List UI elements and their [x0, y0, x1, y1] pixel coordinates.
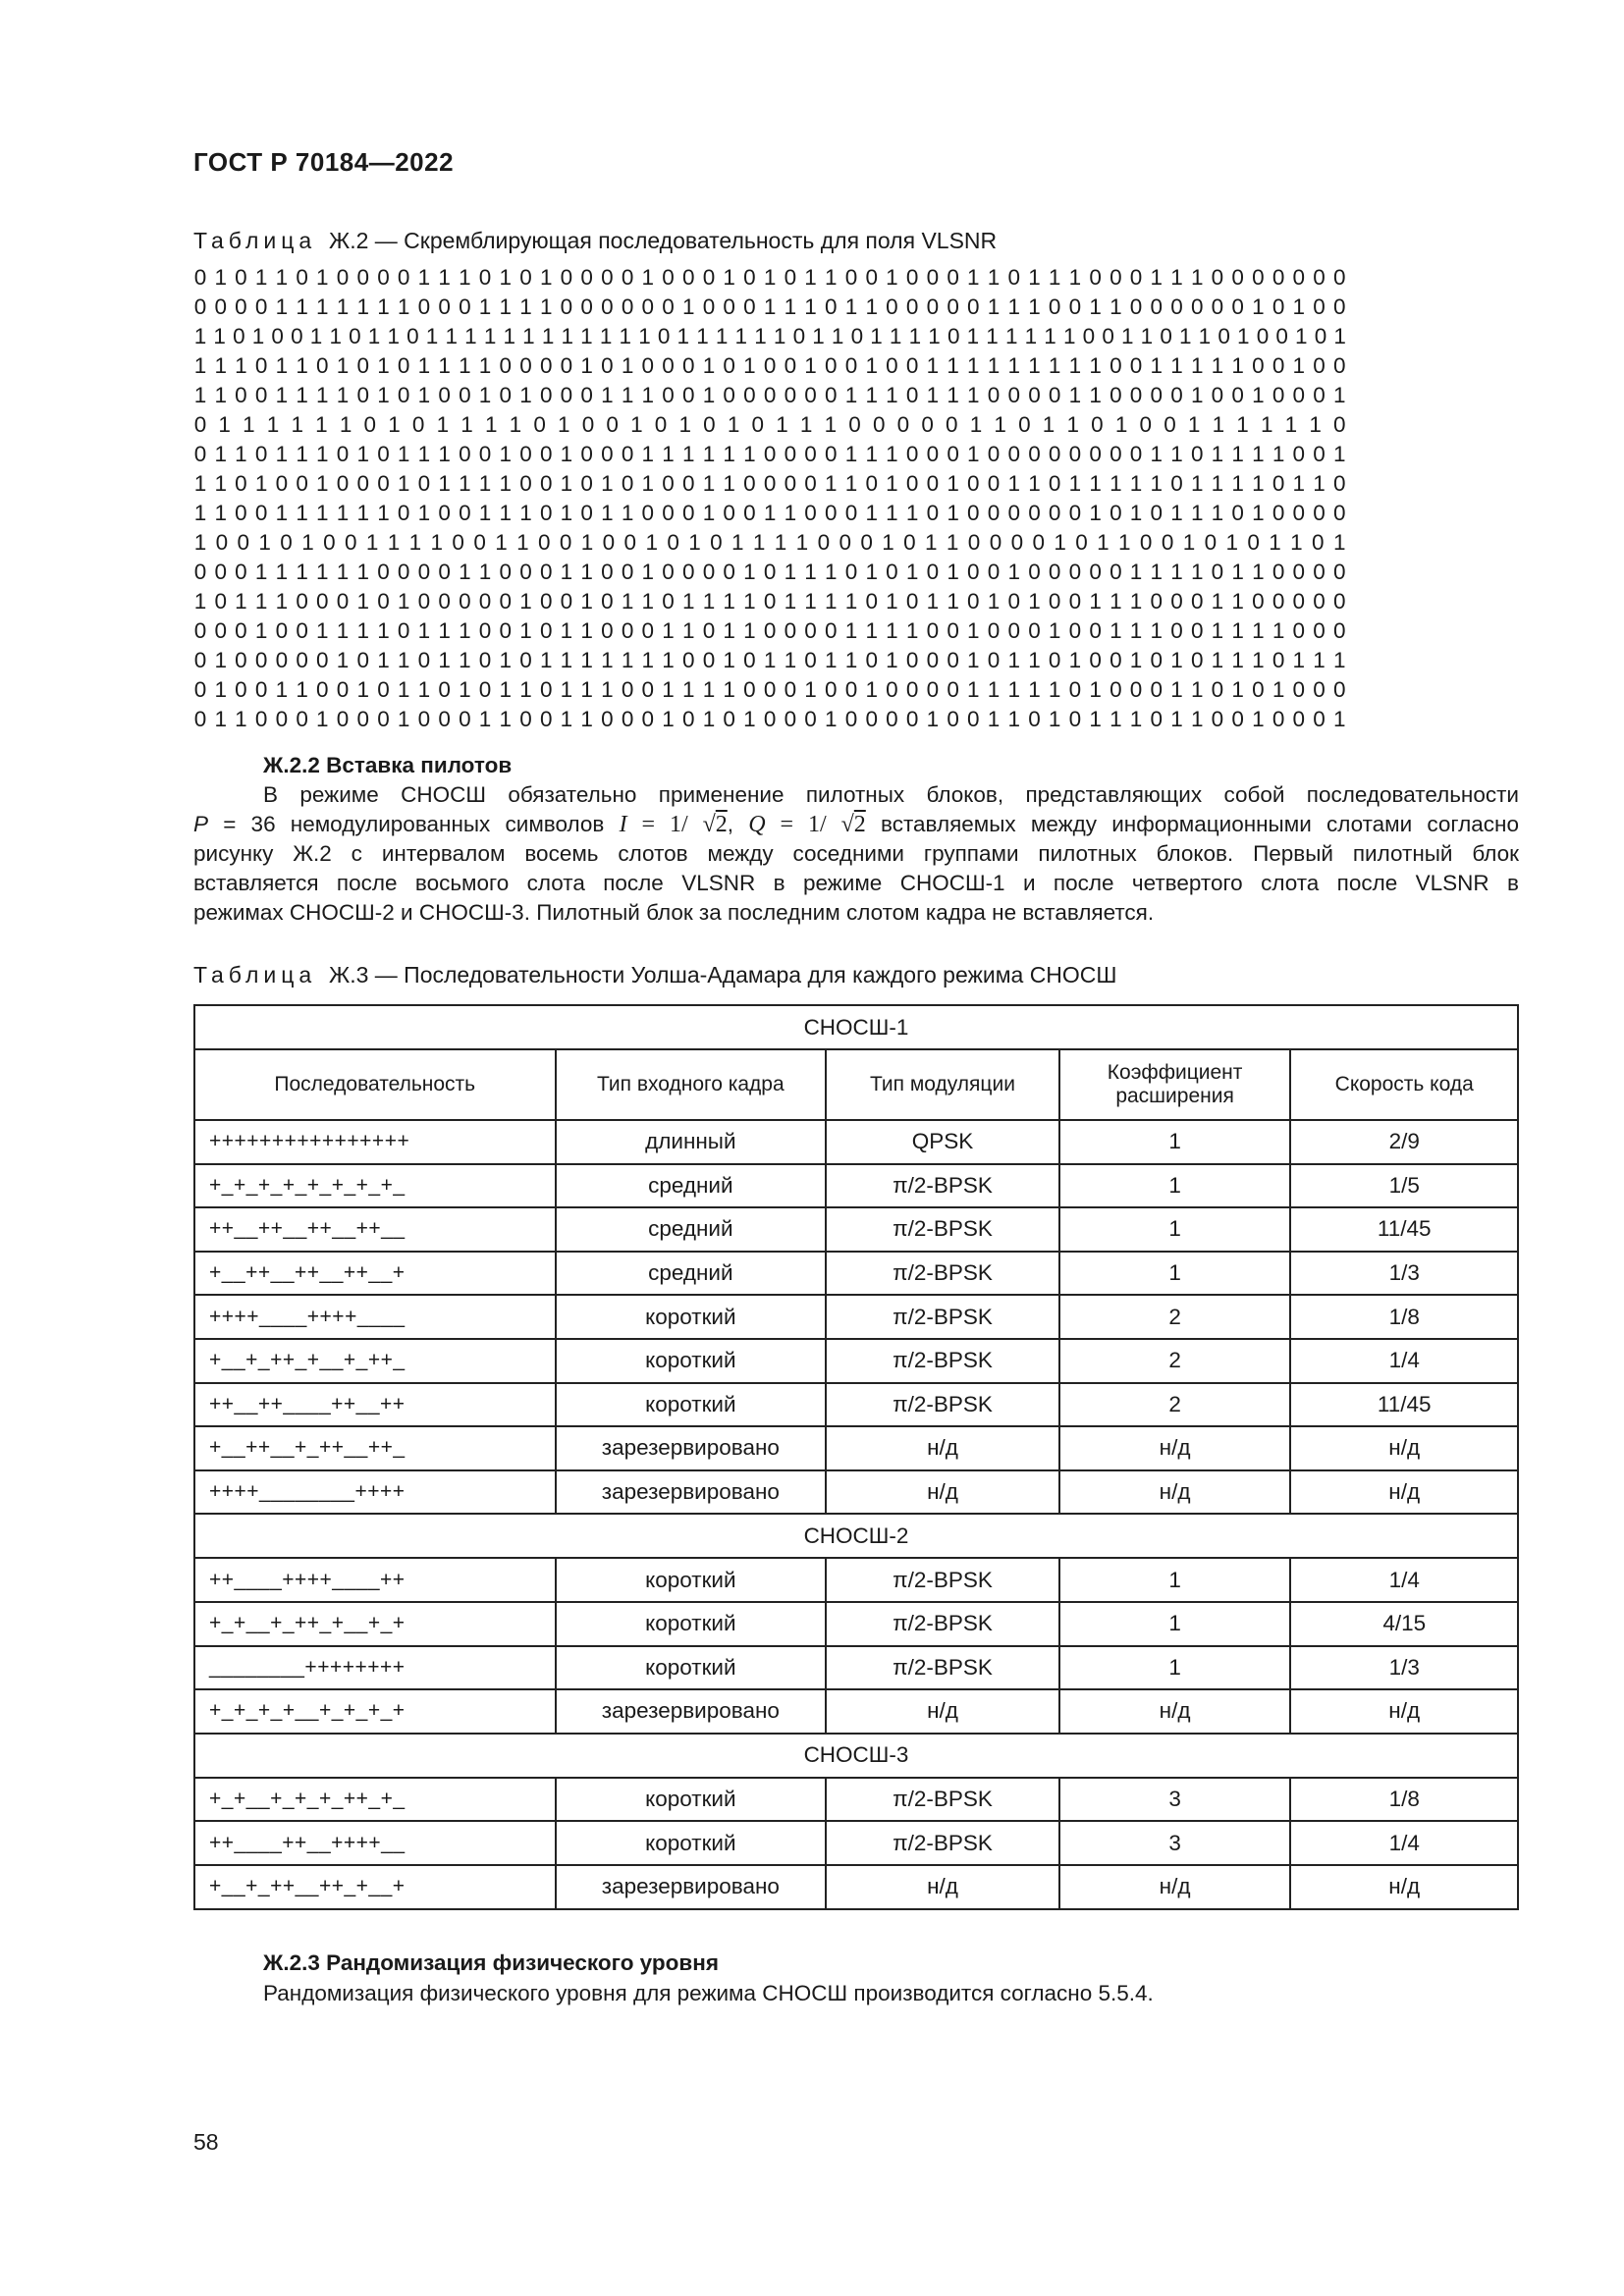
table-cell: короткий [556, 1646, 827, 1690]
table-cell: π/2-BPSK [826, 1252, 1059, 1296]
table-row [194, 1383, 1518, 1427]
table-cell: средний [556, 1164, 827, 1208]
table-row [194, 1207, 1518, 1252]
sequence-cell: ++__++__++__++__ [194, 1207, 556, 1252]
table3-caption-label: Таблица [193, 962, 317, 988]
column-header: Скорость кода [1290, 1049, 1518, 1120]
paragraph-line [193, 810, 1519, 839]
table-cell: 11/45 [1290, 1207, 1518, 1252]
table-cell: 2 [1059, 1339, 1291, 1383]
table-cell: средний [556, 1207, 827, 1252]
sequence-row: 0 1 1 0 0 0 1 0 0 0 1 0 0 0 1 1 0 0 1 1 0 0 0 1 0 1 0 1 0 0 0 1 0 0 0 0 1 0 0 1 1 0 1 0 1 1 1 0 1 1 0 0 1 0 0 0 1 [193, 707, 1346, 731]
section-randomization-text: Рандомизация физического уровня для режима СНОСШ производится согласно 5.5.4. [263, 1981, 1154, 2005]
symbol-i: I [619, 812, 627, 837]
table-cell: 1/3 [1290, 1252, 1518, 1296]
table3-caption [193, 962, 1117, 988]
scrambling-sequence-block [193, 263, 1347, 734]
column-header: Коэффициент расширения [1059, 1049, 1291, 1120]
page-number: 58 [193, 2129, 219, 2155]
table-row [194, 1339, 1518, 1383]
table-cell: зарезервировано [556, 1689, 827, 1734]
table2-caption-label: Таблица [193, 228, 317, 253]
table-cell: 3 [1059, 1821, 1291, 1865]
table-cell: π/2-BPSK [826, 1558, 1059, 1602]
table-header-row [194, 1049, 1518, 1120]
sequence-cell: +_+__+_++_+__+_+ [194, 1602, 556, 1646]
document-header: ГОСТ Р 70184—2022 [193, 147, 455, 177]
sequence-row: 0 1 1 0 1 1 1 0 1 0 1 1 1 0 0 1 0 0 1 0 0 0 1 1 1 1 1 1 0 0 0 0 1 1 1 0 0 0 1 0 0 0 0 0 0 0 0 1 1 0 1 1 1 1 0 0 1 [193, 442, 1346, 466]
sequence-cell: +_+_+_+__+_+_+_+ [194, 1689, 556, 1734]
section-title-pilot-insertion: Ж.2.2 Вставка пилотов [263, 753, 513, 777]
table-cell: н/д [826, 1470, 1059, 1515]
table-cell: 1/4 [1290, 1821, 1518, 1865]
table-cell: 3 [1059, 1778, 1291, 1822]
text-fragment: вставляемых между информационными слотами согласно [865, 812, 1519, 836]
table-cell: 1/8 [1290, 1295, 1518, 1339]
paragraph-line: вставляется после восьмого слота после VLSNR в режиме СНОСШ-1 и после четвертого слота после VLSNR в [193, 871, 1519, 895]
symbol-q: Q [748, 812, 766, 837]
table-cell: 1/3 [1290, 1646, 1518, 1690]
table-row [194, 1689, 1518, 1734]
mode-group-title: СНОСШ-1 [194, 1005, 1518, 1049]
sequence-cell: +__++__++__++__+ [194, 1252, 556, 1296]
table-cell: π/2-BPSK [826, 1646, 1059, 1690]
table-cell: короткий [556, 1778, 827, 1822]
sequence-cell: +_+_+_+_+_+_+_+_ [194, 1164, 556, 1208]
text-fragment: = 1/ [765, 812, 841, 837]
table-cell: π/2-BPSK [826, 1383, 1059, 1427]
table-cell: 1/4 [1290, 1558, 1518, 1602]
table-cell: 1/8 [1290, 1778, 1518, 1822]
table-cell: короткий [556, 1383, 827, 1427]
sequence-cell: ++++++++++++++++ [194, 1120, 556, 1164]
table-cell: средний [556, 1252, 827, 1296]
table-cell: зарезервировано [556, 1865, 827, 1909]
table-cell: длинный [556, 1120, 827, 1164]
mode-group-row [194, 1514, 1518, 1558]
table-cell: короткий [556, 1821, 827, 1865]
column-header: Тип входного кадра [556, 1049, 827, 1120]
table-row [194, 1426, 1518, 1470]
table-cell: 2 [1059, 1383, 1291, 1427]
table-cell: н/д [1059, 1689, 1291, 1734]
table-cell: 2/9 [1290, 1120, 1518, 1164]
section-title-randomization: Ж.2.3 Рандомизация физического уровня [263, 1950, 719, 1975]
paragraph-line: режимах СНОСШ-2 и СНОСШ-3. Пилотный блок за последним слотом кадра не вставляется. [193, 900, 1155, 925]
table-cell: зарезервировано [556, 1470, 827, 1515]
text-fragment: = 1/ [626, 812, 703, 837]
table-cell: н/д [1290, 1689, 1518, 1734]
sequence-row: 0 1 0 1 1 0 1 0 0 0 0 1 1 1 0 1 0 1 0 0 0 0 1 0 0 0 1 0 1 0 1 1 0 0 1 0 0 0 1 1 0 1 1 1 0 0 0 1 1 1 0 0 0 0 0 0 0 [193, 265, 1346, 290]
table-cell: π/2-BPSK [826, 1207, 1059, 1252]
table-row [194, 1120, 1518, 1164]
table-row [194, 1821, 1518, 1865]
table-row [194, 1252, 1518, 1296]
table-cell: н/д [1290, 1426, 1518, 1470]
table-cell: 1 [1059, 1252, 1291, 1296]
sequence-cell: ++++____++++____ [194, 1295, 556, 1339]
table-cell: 1 [1059, 1207, 1291, 1252]
table-cell: π/2-BPSK [826, 1164, 1059, 1208]
sqrt-icon: √2 [840, 812, 866, 837]
sequence-row: 1 1 0 0 1 1 1 1 1 1 0 1 0 0 1 1 1 0 1 0 1 1 0 0 0 1 0 0 1 1 0 0 0 1 1 1 0 1 0 0 0 0 0 0 1 0 1 0 1 1 1 0 1 0 0 0 0 [193, 501, 1346, 525]
table-cell: 1 [1059, 1120, 1291, 1164]
table-cell: короткий [556, 1602, 827, 1646]
table2-caption-text: Ж.2 — Скремблирующая последовательность для поля VLSNR [328, 228, 998, 253]
table-cell: н/д [826, 1426, 1059, 1470]
table-row [194, 1164, 1518, 1208]
paragraph-line: В режиме СНОСШ обязательно применение пилотных блоков, представляющих собой последовательности [263, 782, 1519, 807]
table-row [194, 1295, 1518, 1339]
table-cell: π/2-BPSK [826, 1778, 1059, 1822]
sequence-cell: ++__++____++__++ [194, 1383, 556, 1427]
table-cell: н/д [1290, 1865, 1518, 1909]
table-row [194, 1865, 1518, 1909]
table-cell: н/д [826, 1689, 1059, 1734]
table-cell: н/д [826, 1865, 1059, 1909]
table-cell: 11/45 [1290, 1383, 1518, 1427]
table-row [194, 1646, 1518, 1690]
table-cell: н/д [1059, 1426, 1291, 1470]
table-row [194, 1602, 1518, 1646]
mode-group-row [194, 1005, 1518, 1049]
table3-caption-text: Ж.3 — Последовательности Уолша-Адамара для каждого режима СНОСШ [328, 962, 1117, 988]
sequence-row: 0 1 1 1 1 1 1 0 1 0 1 1 1 1 0 1 0 0 1 0 1 0 1 0 1 1 1 0 0 0 0 0 1 1 0 1 1 0 1 0 0 1 1 1 1 1 1 0 [193, 412, 1346, 437]
table-cell: 1 [1059, 1164, 1291, 1208]
table-cell: π/2-BPSK [826, 1821, 1059, 1865]
sequence-row: 1 0 1 1 1 0 0 0 1 0 1 0 0 0 0 0 1 0 0 1 0 1 1 0 1 1 1 1 0 1 1 1 1 0 1 0 1 1 0 1 0 1 0 0 1 1 1 0 0 0 1 1 0 0 0 0 0 [193, 589, 1346, 614]
sequence-row: 0 0 0 1 0 0 1 1 1 1 0 1 1 1 0 0 1 0 1 1 0 0 0 1 1 0 1 1 0 0 0 0 1 1 1 1 0 0 1 0 0 0 1 0 0 1 1 1 0 0 1 1 1 1 0 0 0 [193, 618, 1346, 643]
sequence-row: 1 1 0 1 0 0 1 0 0 0 1 0 1 1 1 1 0 0 1 0 1 0 1 0 0 1 1 0 0 0 0 1 1 0 1 0 0 1 0 0 1 1 0 1 1 1 1 1 0 1 1 1 1 0 1 1 0 [193, 471, 1346, 496]
table-cell: зарезервировано [556, 1426, 827, 1470]
table-cell: π/2-BPSK [826, 1602, 1059, 1646]
sequence-cell: +__+_++__++_+__+ [194, 1865, 556, 1909]
table-row [194, 1778, 1518, 1822]
table-cell: 1 [1059, 1558, 1291, 1602]
sequence-cell: +__++__+_++__++_ [194, 1426, 556, 1470]
sequence-cell: +_+__+_+_+_++_+_ [194, 1778, 556, 1822]
sequence-row: 1 0 0 1 0 1 0 0 1 1 1 1 0 0 1 1 0 0 1 0 0 1 0 1 0 1 1 1 1 0 0 0 1 0 1 1 0 0 0 0 1 0 1 1 0 0 1 0 1 0 1 1 0 1 [193, 530, 1346, 555]
sqrt-icon: √2 [702, 812, 728, 837]
text-fragment: , [727, 812, 749, 836]
sequence-cell: +__+_++_+__+_++_ [194, 1339, 556, 1383]
table-cell: н/д [1059, 1865, 1291, 1909]
section-pilot-insertion-text [193, 780, 1519, 928]
sequence-row: 0 1 0 0 0 0 0 1 0 1 1 0 1 1 0 1 0 1 1 1 1 1 1 1 0 0 1 0 1 1 0 1 1 0 1 0 0 0 1 0 1 1 0 1 0 0 1 0 1 0 1 1 1 0 1 1 1 [193, 648, 1346, 672]
table-cell: 1/4 [1290, 1339, 1518, 1383]
sequence-row: 0 0 0 1 1 1 1 1 1 0 0 0 0 1 1 0 0 0 1 1 0 0 1 0 0 0 0 1 0 1 1 1 0 1 0 1 0 1 0 0 1 0 0 0 0 0 1 1 1 1 0 1 1 0 0 0 0 [193, 560, 1346, 584]
sequence-row: 1 1 0 0 1 1 1 1 0 1 0 1 0 0 1 0 1 0 0 0 1 1 1 0 0 1 0 0 0 0 0 0 1 1 1 0 1 1 1 0 0 0 0 1 1 0 0 0 0 1 0 0 1 0 0 0 1 [193, 383, 1346, 407]
sequence-row: 1 1 1 0 1 1 0 1 0 1 0 1 1 1 1 0 0 0 0 1 0 1 0 0 0 1 0 1 0 0 1 0 0 1 0 0 1 1 1 1 1 1 1 1 1 0 0 1 1 1 1 1 0 0 1 0 0 [193, 353, 1346, 378]
sequence-row: 0 0 0 0 1 1 1 1 1 1 1 0 0 0 1 1 1 1 0 0 0 0 0 0 1 0 0 0 1 1 1 0 1 1 0 0 0 0 0 1 1 1 0 0 1 1 0 0 0 0 0 0 1 0 1 0 0 [193, 294, 1346, 319]
sequence-cell: ________++++++++ [194, 1646, 556, 1690]
table-cell: 1 [1059, 1602, 1291, 1646]
table-cell: 4/15 [1290, 1602, 1518, 1646]
table-cell: н/д [1059, 1470, 1291, 1515]
table-cell: 2 [1059, 1295, 1291, 1339]
column-header: Тип модуляции [826, 1049, 1059, 1120]
mode-group-row [194, 1734, 1518, 1778]
table-cell: короткий [556, 1339, 827, 1383]
table-cell: короткий [556, 1295, 827, 1339]
sqrt-radicand: 2 [715, 812, 728, 837]
table-cell: 1 [1059, 1646, 1291, 1690]
table-cell: QPSK [826, 1120, 1059, 1164]
table-cell: 1/5 [1290, 1164, 1518, 1208]
table2-caption [193, 228, 997, 254]
sequence-row: 1 1 0 1 0 0 1 1 0 1 1 0 1 1 1 1 1 1 1 1 1 1 1 1 0 1 1 1 1 1 1 0 1 1 0 1 1 1 1 0 1 1 1 1 1 1 0 0 1 1 0 1 1 0 1 0 0 1 0 1 [193, 324, 1346, 348]
table-row [194, 1558, 1518, 1602]
sequence-cell: ++++________++++ [194, 1470, 556, 1515]
symbol-p: P [193, 812, 209, 836]
column-header: Последовательность [194, 1049, 556, 1120]
mode-group-title: СНОСШ-3 [194, 1734, 1518, 1778]
paragraph-line: рисунку Ж.2 с интервалом восемь слотов между соседними группами пилотных блоков. Первый пилотный блок [193, 841, 1519, 866]
table-cell: π/2-BPSK [826, 1295, 1059, 1339]
table-cell: короткий [556, 1558, 827, 1602]
text-fragment: = 36 немодулированных символов [208, 812, 620, 836]
table-cell: π/2-BPSK [826, 1339, 1059, 1383]
walsh-hadamard-table [193, 1004, 1519, 1910]
sqrt-radicand: 2 [853, 812, 866, 837]
sequence-cell: ++____++++____++ [194, 1558, 556, 1602]
table-cell: н/д [1290, 1470, 1518, 1515]
sequence-row: 0 1 0 0 1 1 0 0 1 0 1 1 0 1 0 1 1 0 1 1 1 0 0 1 1 1 1 0 0 0 1 0 0 1 0 0 0 0 1 1 1 1 1 0 1 0 0 0 1 1 0 1 0 1 0 0 0 [193, 677, 1346, 702]
mode-group-title: СНОСШ-2 [194, 1514, 1518, 1558]
sequence-cell: ++____++__++++__ [194, 1821, 556, 1865]
table-row [194, 1470, 1518, 1515]
